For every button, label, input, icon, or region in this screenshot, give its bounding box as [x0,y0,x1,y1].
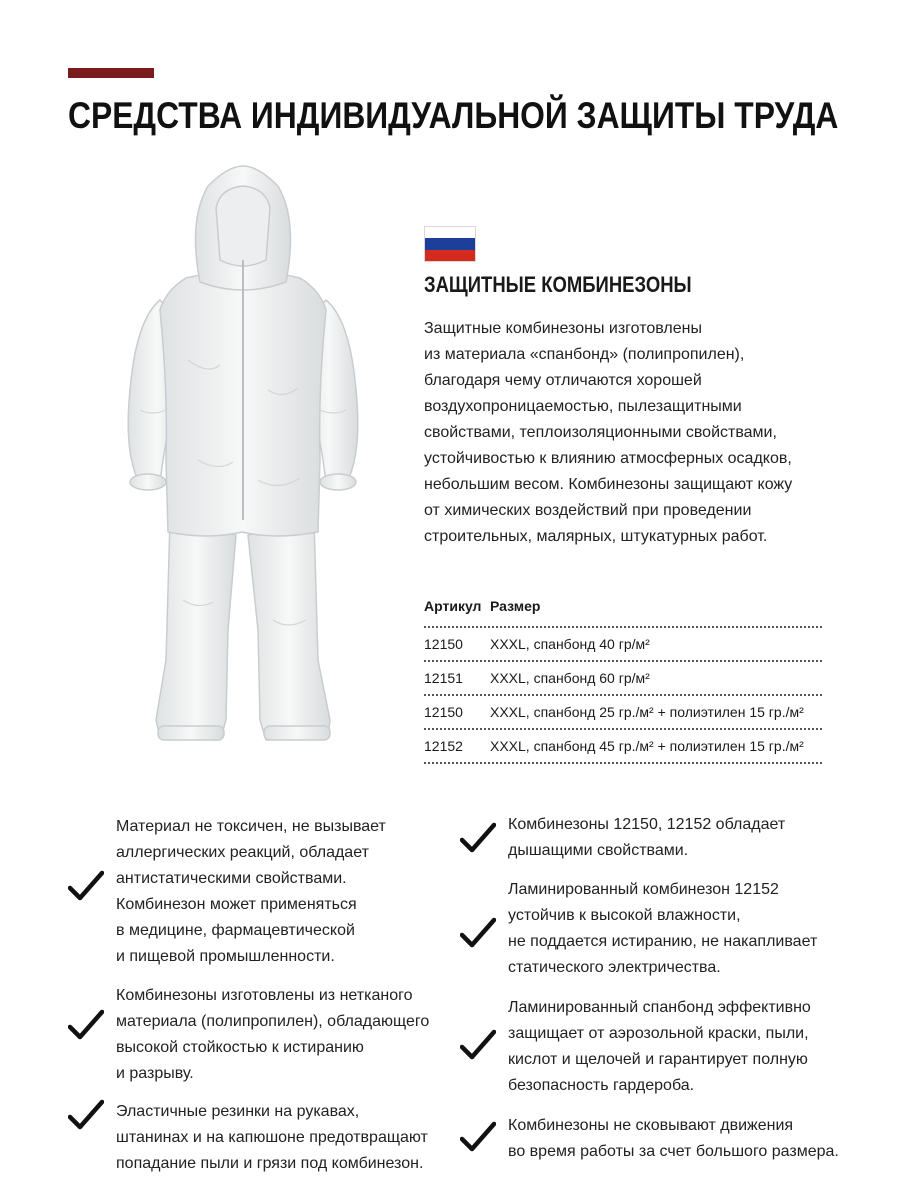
feature-line: статического электричества. [508,959,721,976]
feature-line: материала (полипропилен), обладающего [116,1013,430,1030]
description-line: благодаря чему отличаются хорошей [424,372,702,389]
row-size: XXXL, спанбонд 60 гр/м² [490,670,650,686]
row-sku: 12150 [424,704,463,720]
feature-text [508,877,817,981]
sizes-table [424,592,822,764]
feature-text [116,1099,428,1177]
checkmark-icon [460,822,496,854]
feature-line: Эластичные резинки на рукавах, [116,1103,360,1120]
feature-line: Ламинированный спанбонд эффективно [508,999,811,1016]
table-row [424,730,822,764]
feature-line: Комбинезоны 12150, 12152 обладает [508,816,786,833]
feature-line: аллергических реакций, обладает [116,844,369,861]
feature-line: не поддается истиранию, не накапливает [508,933,818,950]
table-divider [424,620,822,628]
feature-text [508,1113,839,1165]
checkmark-icon [68,1009,104,1041]
description-line: устойчивостью к влиянию атмосферных осадков, [424,450,792,467]
feature-line: Комбинезон может применяться [116,896,357,913]
table-header [424,592,822,620]
header-sku: Артикул [424,598,482,614]
table-row [424,628,822,662]
description-line: от химических воздействий при проведении [424,502,752,519]
description-line: свойствами, теплоизоляционными свойствами, [424,424,777,441]
feature-text [116,814,386,970]
row-size: XXXL, спанбонд 25 гр./м² + полиэтилен 15 гр./м² [490,704,804,720]
feature-line: Материал не токсичен, не вызывает [116,818,386,835]
checkmark-icon [460,917,496,949]
checkmark-icon [68,870,104,902]
accent-bar [68,68,154,78]
russia-flag-icon [424,226,476,262]
feature-line: защищает от аэрозольной краски, пыли, [508,1025,809,1042]
feature-line: в медицине, фармацевтической [116,922,355,939]
feature-line: Комбинезоны не сковывают движения [508,1117,794,1134]
feature-text [508,812,785,864]
row-size: XXXL, спанбонд 40 гр/м² [490,636,650,652]
feature-line: штанинах и на капюшоне предотвращают [116,1129,428,1146]
feature-line: попадание пыли и грязи под комбинезон. [116,1155,424,1172]
row-sku: 12152 [424,738,463,754]
description-line: из материала «спанбонд» (полипропилен), [424,346,745,363]
feature-line: антистатическими свойствами. [116,870,347,887]
feature-line: устойчив к высокой влажности, [508,907,741,924]
feature-line: Ламинированный комбинезон 12152 [508,881,779,898]
feature-line: безопасность гардероба. [508,1077,695,1094]
table-row [424,696,822,730]
checkmark-icon [460,1029,496,1061]
description-line: строительных, малярных, штукатурных работ. [424,528,768,545]
description-line: небольшим весом. Комбинезоны защищают кожу [424,476,793,493]
feature-line: во время работы за счет большого размера. [508,1143,839,1160]
row-size: XXXL, спанбонд 45 гр./м² + полиэтилен 15 гр./м² [490,738,804,754]
row-sku: 12150 [424,636,463,652]
feature-line: кислот и щелочей и гарантирует полную [508,1051,808,1068]
row-sku: 12151 [424,670,463,686]
feature-line: дышащими свойствами. [508,842,689,859]
feature-line: и пищевой промышленности. [116,948,335,965]
checkmark-icon [68,1099,104,1131]
description-line: воздухопроницаемостью, пылезащитными [424,398,742,415]
section-title: ЗАЩИТНЫЕ КОМБИНЕЗОНЫ [424,272,692,297]
feature-text [116,983,429,1087]
white-coverall-image [108,160,378,750]
table-row [424,662,822,696]
feature-line: Комбинезоны изготовлены из нетканого [116,987,413,1004]
feature-line: и разрыву. [116,1065,194,1082]
page-title: СРЕДСТВА ИНДИВИДУАЛЬНОЙ ЗАЩИТЫ ТРУДА [68,95,839,136]
checkmark-icon [460,1121,496,1153]
description-line: Защитные комбинезоны изготовлены [424,320,702,337]
feature-line: высокой стойкостью к истиранию [116,1039,364,1056]
header-size: Размер [490,598,541,614]
feature-text [508,995,811,1099]
product-description [424,316,844,550]
